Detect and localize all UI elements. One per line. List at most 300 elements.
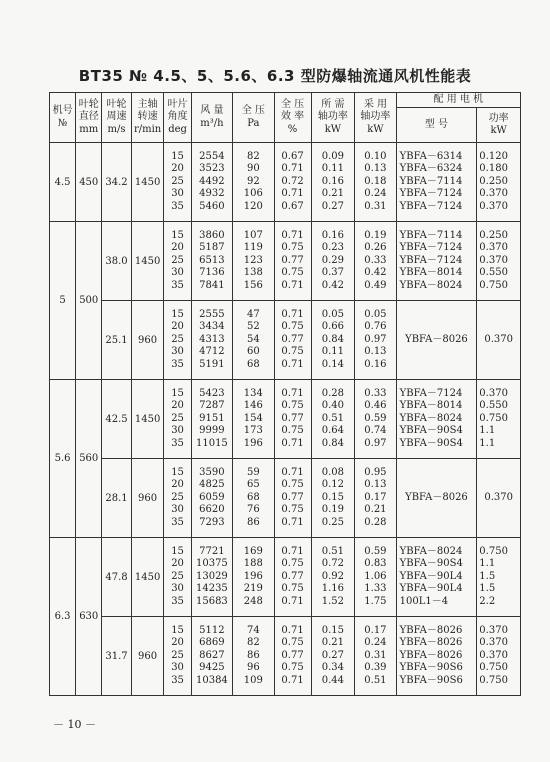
cell-value: 0.39: [364, 662, 387, 674]
cell-value: 82: [246, 150, 260, 162]
cell-value: 0.19: [364, 229, 387, 241]
cell-values: [164, 625, 190, 688]
cell-value: 0.67: [281, 150, 304, 162]
shaft-speed-cell: 1450: [131, 380, 164, 459]
header-text: 主轴: [137, 98, 158, 110]
cell-value: 0.59: [364, 412, 387, 424]
tip-speed-cell: 31.7: [102, 617, 131, 696]
cell-value: 119: [243, 242, 263, 254]
cell-value: 0.27: [321, 649, 345, 661]
cell-value: 156: [243, 279, 263, 291]
cell-values: [275, 467, 311, 530]
cell-value: 6869: [199, 637, 225, 649]
cell-value: 0.180: [479, 163, 508, 175]
cell-values: [355, 388, 395, 451]
cell-value: 0.33: [364, 254, 387, 266]
cell-value: 4825: [199, 479, 225, 491]
tip-speed-cell: 28.1: [102, 459, 131, 538]
cell-value: 5423: [199, 387, 225, 399]
cell-values: [397, 492, 477, 505]
cell-value: YBFA－90L4: [399, 570, 463, 582]
cell-value: 0.75: [281, 400, 304, 412]
header-text: 效 率: [280, 111, 305, 123]
cell-value: 0.120: [479, 150, 508, 162]
cell-value: 0.71: [281, 358, 304, 370]
cell-value: 20: [171, 321, 184, 333]
cell-values: [192, 546, 232, 609]
cell-value: YBFA－90S4: [399, 558, 463, 570]
header-motor-group: 配 用 电 机: [396, 93, 520, 108]
motor-power-cell: [477, 222, 521, 301]
pressure-cell: [233, 222, 274, 301]
pressure-cell: [233, 459, 274, 538]
cell-value: 0.370: [479, 387, 508, 399]
cell-values: [355, 625, 395, 688]
cell-value: YBFA－8026: [399, 624, 463, 636]
cell-value: 30: [171, 346, 184, 358]
cell-values: [164, 151, 190, 214]
cell-values: [400, 546, 477, 609]
cell-value: 1.52: [321, 595, 345, 607]
cell-values: [192, 309, 232, 372]
cell-value: 0.21: [321, 188, 345, 200]
cell-value: 25: [171, 254, 184, 266]
cell-value: 0.71: [281, 545, 304, 557]
header-machine-no: [50, 93, 76, 143]
machine-no-cell: 5.6: [50, 380, 76, 538]
header-blade-angle: [164, 93, 191, 143]
cell-values: [233, 230, 273, 293]
cell-value: 3860: [199, 229, 225, 241]
cell-value: 0.05: [321, 308, 345, 320]
diameter-cell: 560: [76, 380, 102, 538]
cell-value: 5191: [199, 358, 225, 370]
cell-value: 0.370: [479, 649, 508, 661]
tip-speed-cell: 42.5: [102, 380, 131, 459]
header-text: 角度: [167, 111, 188, 123]
cell-values: [275, 388, 311, 451]
cell-value: 0.71: [281, 188, 304, 200]
table-row: [50, 222, 521, 301]
header-text: 轴功率: [360, 111, 391, 123]
cell-values: [312, 151, 355, 214]
cell-value: 0.370: [479, 624, 508, 636]
pressure-cell: [233, 617, 274, 696]
cell-value: 0.14: [321, 358, 345, 370]
cell-value: 0.13: [364, 346, 387, 358]
page-number: － 10 －: [53, 718, 96, 731]
motor-model-cell: [396, 617, 477, 696]
cell-value: 7293: [199, 516, 225, 528]
required-power-cell: [311, 459, 355, 538]
used-power-cell: [355, 538, 396, 617]
cell-value: 219: [243, 583, 263, 595]
cell-value: 0.21: [364, 504, 387, 516]
cell-values: [275, 230, 311, 293]
cell-value: YBFA－90S4: [399, 437, 463, 449]
cell-value: 13029: [195, 570, 228, 582]
motor-power-cell: [477, 143, 521, 222]
cell-value: 0.08: [321, 466, 345, 478]
cell-value: 1.5: [479, 570, 496, 582]
efficiency-cell: [274, 538, 311, 617]
cell-value: 0.16: [321, 229, 345, 241]
motor-power-cell: [477, 301, 521, 380]
cell-value: 20: [171, 242, 184, 254]
cell-value: 169: [243, 545, 263, 557]
cell-values: [164, 546, 190, 609]
cell-value: 15: [171, 545, 184, 557]
cell-value: 25: [171, 412, 184, 424]
cell-value: YBFA－90S6: [399, 662, 463, 674]
cell-value: 0.44: [321, 674, 345, 686]
cell-values: [192, 467, 232, 530]
cell-value: YBFA－90S6: [399, 674, 463, 686]
cell-values: [233, 467, 273, 530]
cell-value: 7841: [199, 279, 225, 291]
cell-value: 0.750: [479, 674, 508, 686]
cell-value: 0.370: [484, 333, 513, 345]
cell-value: 0.77: [281, 412, 304, 424]
cell-value: 0.75: [281, 583, 304, 595]
cell-values: [192, 388, 232, 451]
cell-values: [355, 309, 395, 372]
cell-value: YBFA－7114: [399, 229, 463, 241]
cell-values: [355, 546, 395, 609]
cell-value: 65: [246, 479, 260, 491]
blade-angle-cell: [164, 222, 191, 301]
cell-value: 109: [243, 674, 263, 686]
cell-value: 25: [171, 491, 184, 503]
cell-value: 30: [171, 583, 184, 595]
efficiency-cell: [274, 222, 311, 301]
cell-value: 0.51: [321, 545, 345, 557]
cell-value: 1.1: [479, 558, 496, 570]
cell-value: 0.370: [479, 242, 508, 254]
cell-values: [479, 151, 520, 214]
airflow-cell: [191, 459, 232, 538]
cell-value: 0.28: [321, 387, 345, 399]
cell-value: 0.10: [364, 150, 387, 162]
header-text: r/min: [133, 123, 162, 135]
airflow-cell: [191, 222, 232, 301]
cell-value: 0.75: [281, 425, 304, 437]
efficiency-cell: [274, 301, 311, 380]
cell-value: 0.75: [281, 637, 304, 649]
cell-value: 9151: [199, 412, 225, 424]
motor-power-cell: [477, 538, 521, 617]
cell-value: 7287: [199, 400, 225, 412]
pressure-cell: [233, 380, 274, 459]
cell-value: 154: [243, 412, 263, 424]
cell-value: 25: [171, 649, 184, 661]
cell-value: 54: [246, 333, 260, 345]
cell-value: 9425: [199, 662, 225, 674]
cell-value: 0.09: [321, 150, 345, 162]
blade-angle-cell: [164, 538, 191, 617]
blade-angle-cell: [164, 617, 191, 696]
cell-value: 0.77: [281, 649, 304, 661]
cell-value: 0.16: [321, 175, 345, 187]
cell-value: 35: [171, 437, 184, 449]
cell-value: 0.05: [364, 308, 387, 320]
cell-value: 0.40: [321, 400, 345, 412]
cell-value: 0.75: [281, 662, 304, 674]
cell-value: YBFA－8026: [405, 333, 468, 345]
header-text: №: [57, 117, 68, 129]
cell-value: 15: [171, 150, 184, 162]
cell-values: [312, 546, 355, 609]
cell-value: 0.370: [484, 491, 513, 503]
cell-value: 20: [171, 558, 184, 570]
cell-value: 0.95: [364, 466, 387, 478]
cell-value: 0.31: [364, 200, 387, 212]
cell-value: 0.18: [364, 175, 387, 187]
airflow-cell: [191, 538, 232, 617]
cell-value: 0.26: [364, 242, 387, 254]
cell-value: 59: [246, 466, 260, 478]
pressure-cell: [233, 538, 274, 617]
performance-table: [49, 92, 521, 696]
cell-value: 35: [171, 358, 184, 370]
cell-values: [477, 492, 520, 505]
cell-value: 14235: [195, 583, 228, 595]
cell-value: 96: [246, 662, 260, 674]
cell-value: 20: [171, 479, 184, 491]
cell-value: 0.28: [364, 516, 387, 528]
cell-value: 68: [246, 491, 260, 503]
cell-value: 0.51: [321, 412, 345, 424]
machine-no-cell: 6.3: [50, 538, 76, 696]
cell-value: YBFA－7124: [399, 242, 463, 254]
cell-value: 146: [243, 400, 263, 412]
table-row: [50, 459, 521, 538]
cell-value: 0.71: [281, 308, 304, 320]
cell-value: 52: [246, 321, 260, 333]
cell-value: 30: [171, 662, 184, 674]
cell-value: 86: [246, 649, 260, 661]
cell-value: 3590: [199, 466, 225, 478]
header-text: Pa: [247, 117, 260, 129]
cell-value: 20: [171, 163, 184, 175]
header-efficiency: [274, 93, 311, 143]
cell-values: [400, 151, 477, 214]
cell-value: 5460: [199, 200, 225, 212]
motor-power-cell: [477, 617, 521, 696]
header-tip-speed: [102, 93, 131, 143]
cell-value: 0.19: [321, 504, 345, 516]
motor-power-cell: [477, 380, 521, 459]
cell-value: 2554: [199, 150, 225, 162]
cell-value: 0.11: [321, 163, 345, 175]
required-power-cell: [311, 222, 355, 301]
shaft-speed-cell: 960: [131, 617, 164, 696]
required-power-cell: [311, 143, 355, 222]
header-text: mm: [79, 123, 99, 135]
diameter-cell: 500: [76, 222, 102, 380]
cell-value: 0.77: [281, 570, 304, 582]
cell-values: [479, 388, 520, 451]
cell-value: 1.33: [364, 583, 387, 595]
airflow-cell: [191, 380, 232, 459]
blade-angle-cell: [164, 143, 191, 222]
table-row: [50, 538, 521, 617]
cell-value: 0.71: [281, 387, 304, 399]
cell-value: 0.24: [364, 188, 387, 200]
pressure-cell: [233, 143, 274, 222]
cell-values: [192, 230, 232, 293]
cell-value: 0.31: [364, 649, 387, 661]
cell-values: [275, 151, 311, 214]
table-row: [50, 143, 521, 222]
cell-value: 0.370: [479, 188, 508, 200]
efficiency-cell: [274, 459, 311, 538]
cell-value: 0.24: [364, 637, 387, 649]
cell-value: YBFA－8024: [399, 412, 463, 424]
cell-value: 74: [246, 624, 260, 636]
cell-value: 0.11: [321, 346, 345, 358]
cell-value: 35: [171, 595, 184, 607]
header-text: 风 量: [200, 105, 224, 116]
machine-no-cell: 5: [50, 222, 76, 380]
cell-value: 1.5: [479, 583, 496, 595]
cell-value: 0.51: [364, 674, 387, 686]
cell-value: 0.370: [479, 637, 508, 649]
shaft-speed-cell: 960: [131, 301, 164, 380]
cell-value: 30: [171, 425, 184, 437]
cell-value: 6059: [199, 491, 225, 503]
cell-values: [400, 388, 477, 451]
motor-power-cell: [477, 459, 521, 538]
cell-value: 15683: [195, 595, 228, 607]
cell-value: 10384: [195, 674, 228, 686]
cell-value: 35: [171, 516, 184, 528]
header-text: 轴功率: [317, 111, 348, 123]
cell-values: [164, 230, 190, 293]
cell-value: 0.71: [281, 516, 304, 528]
cell-value: 0.27: [321, 200, 345, 212]
cell-value: 0.17: [364, 491, 387, 503]
header-required-power: [311, 93, 355, 143]
table-header: [50, 93, 521, 143]
cell-value: 0.33: [364, 387, 387, 399]
cell-value: 0.370: [479, 254, 508, 266]
cell-value: 0.34: [321, 662, 345, 674]
cell-value: YBFA－8014: [399, 400, 463, 412]
cell-value: 0.75: [281, 504, 304, 516]
cell-value: 0.59: [364, 545, 387, 557]
cell-value: 0.77: [281, 491, 304, 503]
cell-value: YBFA－8014: [399, 267, 463, 279]
cell-value: YBFA－8026: [405, 491, 468, 503]
cell-value: 86: [246, 516, 260, 528]
cell-value: 0.75: [281, 479, 304, 491]
header-text: 全 压: [241, 105, 265, 116]
table-row: [50, 380, 521, 459]
cell-value: 1.1: [479, 437, 496, 449]
cell-values: [275, 546, 311, 609]
cell-value: 0.74: [364, 425, 387, 437]
cell-value: 11015: [195, 437, 228, 449]
cell-values: [275, 625, 311, 688]
cell-value: 196: [243, 437, 263, 449]
cell-value: 0.13: [364, 479, 387, 491]
cell-value: 15: [171, 466, 184, 478]
cell-value: YBFA－6324: [399, 163, 463, 175]
cell-value: 20: [171, 637, 184, 649]
cell-values: [233, 151, 273, 214]
cell-value: 7721: [199, 545, 225, 557]
cell-values: [164, 388, 190, 451]
machine-no-cell: 4.5: [50, 143, 76, 222]
cell-value: 0.71: [281, 279, 304, 291]
cell-value: 188: [243, 558, 263, 570]
cell-value: 47: [246, 308, 260, 320]
cell-value: 0.15: [321, 491, 345, 503]
cell-value: 0.66: [321, 321, 345, 333]
cell-value: 0.84: [321, 333, 345, 345]
cell-value: 9999: [199, 425, 225, 437]
cell-value: 0.64: [321, 425, 345, 437]
cell-value: 120: [243, 200, 263, 212]
cell-values: [477, 334, 520, 347]
cell-value: 0.77: [281, 254, 304, 266]
cell-value: 5112: [199, 624, 225, 636]
cell-values: [355, 151, 395, 214]
cell-value: 0.750: [479, 662, 508, 674]
cell-values: [233, 388, 273, 451]
cell-value: YBFA－7124: [399, 188, 463, 200]
used-power-cell: [355, 222, 396, 301]
motor-model-cell: [396, 538, 477, 617]
cell-values: [355, 467, 395, 530]
cell-value: 4313: [199, 333, 225, 345]
cell-values: [312, 309, 355, 372]
cell-values: [355, 230, 395, 293]
header-text: 机号: [52, 105, 73, 116]
cell-value: 4712: [199, 346, 225, 358]
header-text: 转速: [137, 111, 158, 123]
cell-value: 8627: [199, 649, 225, 661]
cell-value: 0.12: [321, 479, 345, 491]
header-text: kW: [324, 123, 342, 135]
cell-value: 0.67: [281, 200, 304, 212]
cell-value: 15: [171, 308, 184, 320]
cell-value: YBFA－8024: [399, 279, 463, 291]
header-text: kW: [367, 123, 384, 135]
cell-value: 0.97: [364, 437, 387, 449]
cell-value: 0.71: [281, 595, 304, 607]
cell-value: 0.46: [364, 400, 387, 412]
cell-value: 20: [171, 400, 184, 412]
cell-value: 30: [171, 267, 184, 279]
airflow-cell: [191, 617, 232, 696]
cell-value: 0.29: [321, 254, 345, 266]
cell-value: 0.97: [364, 333, 387, 345]
header-shaft-speed: [131, 93, 164, 143]
header-text: 周速: [106, 111, 127, 123]
header-text: 采 用: [363, 98, 387, 110]
cell-value: 30: [171, 504, 184, 516]
cell-value: 0.370: [479, 200, 508, 212]
cell-value: 25: [171, 175, 184, 187]
cell-values: [312, 467, 355, 530]
cell-value: 134: [243, 387, 263, 399]
cell-values: [479, 546, 520, 609]
required-power-cell: [311, 538, 355, 617]
efficiency-cell: [274, 617, 311, 696]
cell-value: 0.75: [281, 321, 304, 333]
